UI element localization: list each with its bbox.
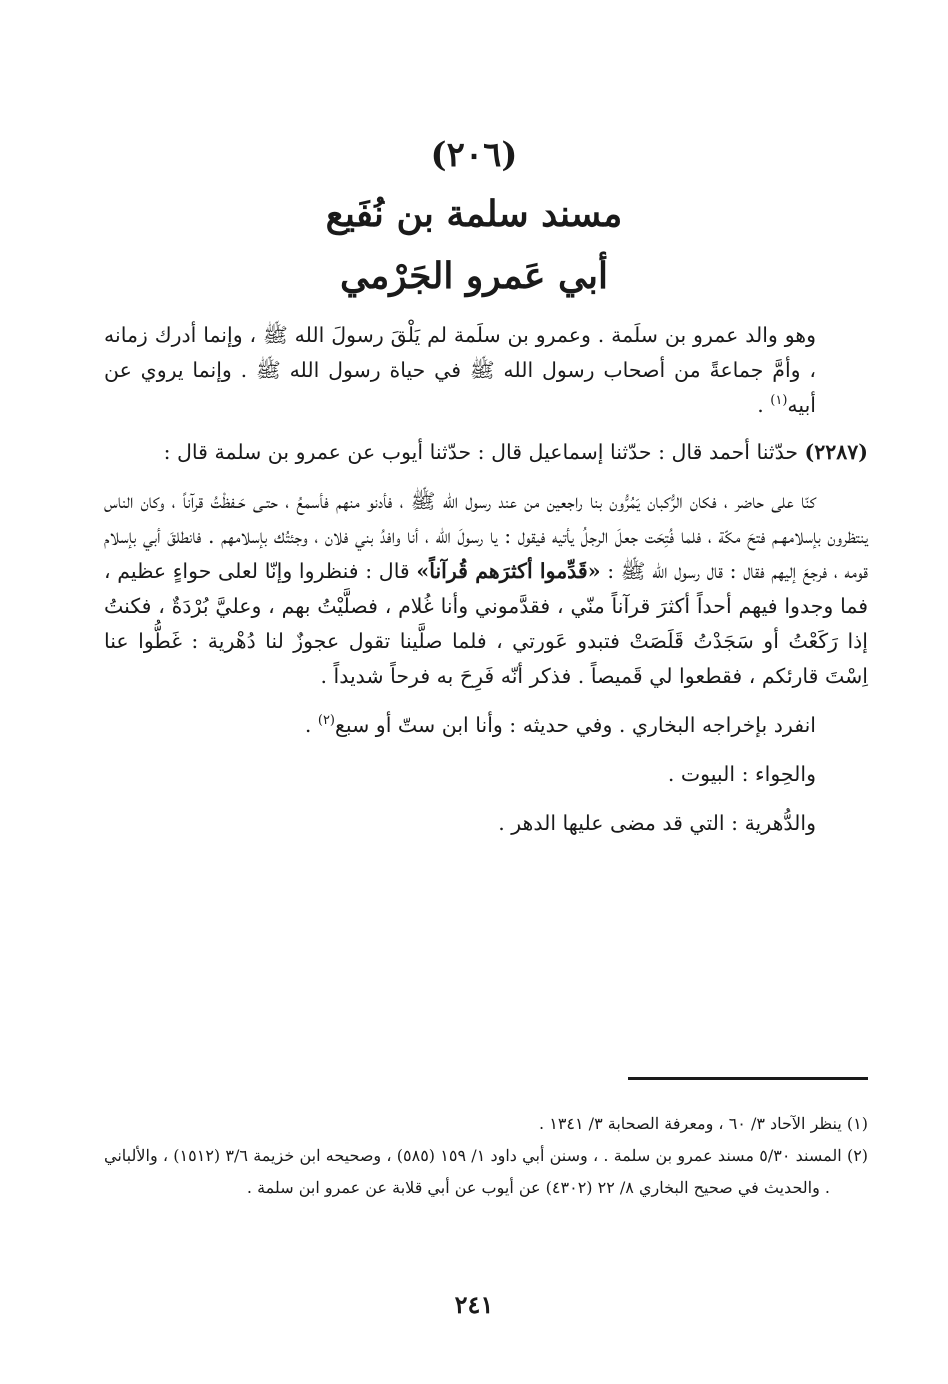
matn-text-1: كنّا على حاضر ، فكان الرُّكبان يَمُرُّون بنا راجعين من عند رسول الله ﷺ ، فأدنو منهم فأسمعُ ، حتـى حَـفظْتُ قرآناً ، وكان الناس ينتظرون بإسلامهـم فتحَ مكّة ، فلما فُتِحَت جعلَ الرجلُ يأتيه فيقول : يا رسولَ الله ، أنا وافدُ بني فلان ، وجئتُك بإسلامهم . فانطلقَ أبي بإسلام قومه ، فرجعَ إليهم فقال : قال رسول الله ﷺ :	[104, 489, 868, 583]
section-number: (٢٠٦)	[430, 135, 518, 175]
footnote-1: (١) ينظر الآحاد ٣/ ٦٠ ، ومعرفة الصحابة ٣/ ١٣٤١ .	[539, 1114, 868, 1133]
page-number: ٢٤١	[454, 1290, 494, 1319]
footnote-divider	[628, 1077, 868, 1080]
intro-paragraph	[104, 318, 868, 423]
hadith-number: (٢٢٨٧)	[804, 440, 868, 464]
intro-text: وهو والد عمرو بن سلَمة . وعمرو بن سلَمة لم يَلْقَ رسولَ الله ﷺ ، وإنما أدرك زمانه ، وأمَّ جماعةً من أصحاب رسول الله ﷺ في حياة رسول الله ﷺ . وإنما يروي عن أبيه	[104, 323, 816, 417]
footnote-2: (٢) المسند ٥/٣٠ مسند عمرو بن سلمة . ، وسنن أبي داود ١/ ١٥٩ (٥٨٥) ، وصحيحه ابن خزيمة ٣/٦ (١٥١٢) ، والألباني . والحديث في صحيح البخاري ٨/ ٢٢ (٤٣٠٢) عن أيوب عن أبي قلابة عن عمرو ابن سلمة .	[104, 1146, 869, 1197]
musnad-title: مسند سلمة بن نُفَيع	[325, 193, 623, 235]
musnad-kunya: أبي عَمرو الجَرْمي	[340, 255, 608, 297]
intro-end: .	[757, 393, 771, 417]
prophet-quote: «قَدِّموا أكثرَهم قُرآناً»	[416, 559, 601, 583]
takhrij-text: انفرد بإخراجه البخاري . وفي حديثه : وأنا ابن ستّ أو سبع	[335, 713, 816, 737]
footnote-ref-2: (٢)	[317, 713, 335, 729]
gloss-duhriya: والدُّهرية : التي قد مضى عليها الدهر .	[498, 811, 816, 835]
footnote-ref-1: (١)	[770, 393, 788, 409]
main-text	[104, 318, 868, 855]
gloss-hiwa: والحِواء : البيوت .	[667, 762, 816, 786]
hadith-matn	[104, 484, 868, 694]
takhrij-note	[104, 708, 868, 743]
isnad-text: حدّثنا أحمد قال : حدّثنا إسماعيل قال : حدّثنا أيوب عن عمرو بن سلمة قال :	[163, 440, 805, 464]
hadith-isnad	[104, 435, 868, 470]
takhrij-end: .	[304, 713, 318, 737]
matn-text-2: قال : فنظروا وإنّا لعلى حواءٍ عظيم ، فما وجدوا فيهم أحداً أكثرَ قرآناً منّي ، فقدَّموني وأنا غُلام ، فصلَّيْتُ بهم ، وعليَّ بُرْدَةٌ ، فكنتُ إذا رَكَعْتُ أو سَجَدْتُ قَلَصَتْ فتبدو عَورتي ، فلما صلَّينا تقول عجوزٌ لنا دُهْرية : غَطُّوا عنا اِسْتَ قارئكم ، فقطعوا لي قَميصاً . فذكر أنّه فَرِحَ به فرحاً شديداً .	[104, 559, 868, 688]
footnotes	[104, 1108, 868, 1204]
